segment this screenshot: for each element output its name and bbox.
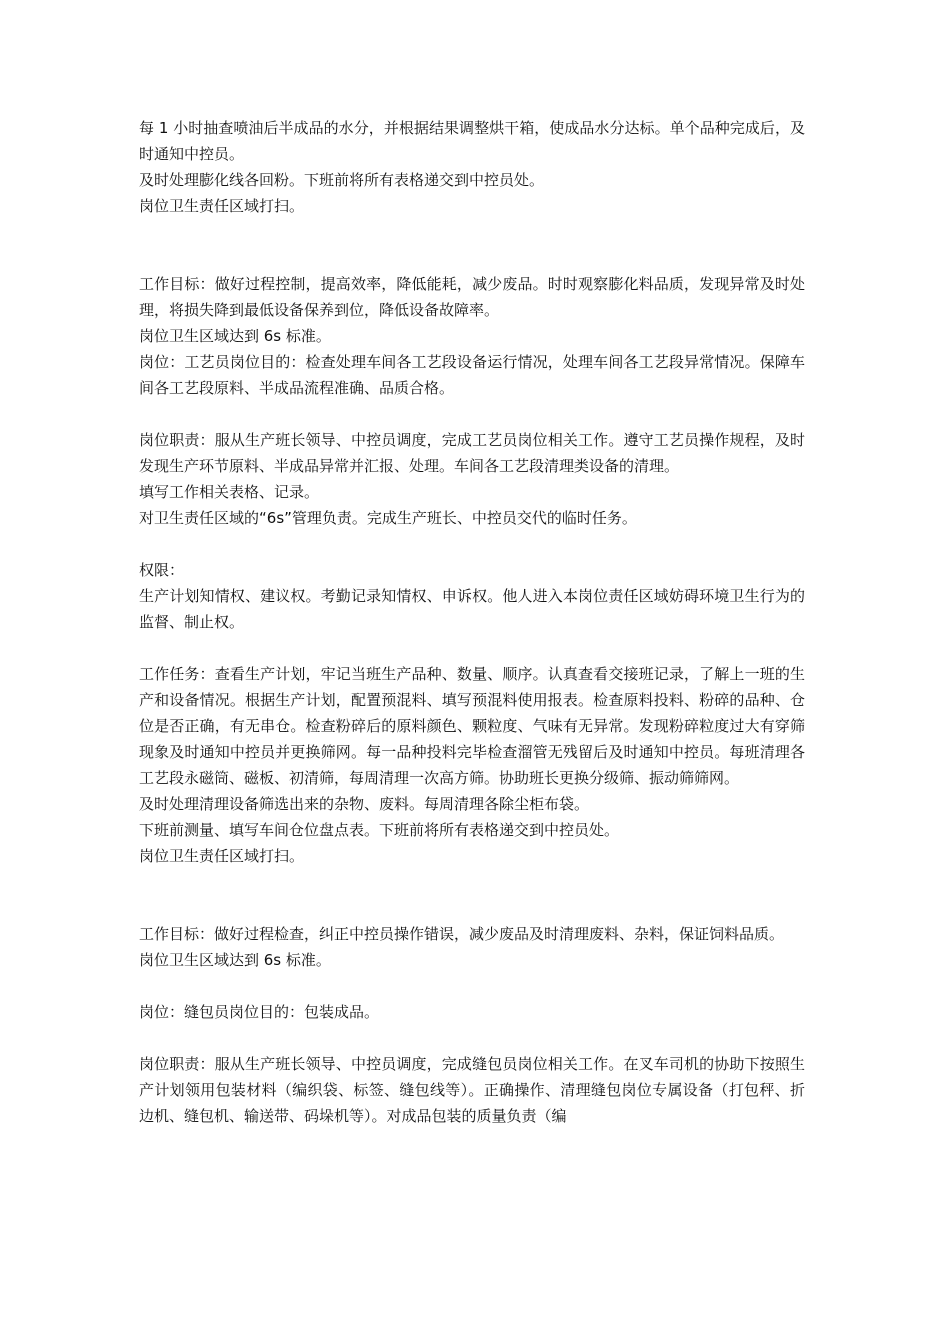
paragraph-cleaning-1: 岗位卫生责任区域打扫。 bbox=[139, 197, 305, 215]
spacer bbox=[139, 635, 805, 661]
paragraph-work-goal-1: 工作目标：做好过程控制，提高效率，降低能耗，减少废品。时时观察膨化料品质，发现异常及时处理，将损失降到最低设备保养到位，降低设备故障率。 bbox=[139, 275, 805, 319]
spacer bbox=[139, 401, 805, 427]
paragraph-authority-heading: 权限： bbox=[139, 561, 185, 579]
paragraph-return-powder: 及时处理膨化线各回粉。下班前将所有表格递交到中控员处。 bbox=[139, 171, 545, 189]
paragraph-work-goal-2: 工作目标：做好过程检查，纠正中控员操作错误，减少废品及时清理废料、杂料，保证饲料品质。 bbox=[139, 925, 785, 943]
paragraph-6s-responsibility: 对卫生责任区域的“6s”管理负责。完成生产班长、中控员交代的临时任务。 bbox=[139, 509, 637, 527]
paragraph-inventory: 下班前测量、填写车间仓位盘点表。下班前将所有表格递交到中控员处。 bbox=[139, 821, 620, 839]
paragraph-work-tasks: 工作任务：查看生产计划，牢记当班生产品种、数量、顺序。认真查看交接班记录，了解上一班的生产和设备情况。根据生产计划，配置预混料、填写预混料使用报表。检查原料投料、粉碎的品种、仓位是否正确，有无串仓。检查粉碎后的原料颜色、颗粒度、气味有无异常。发现粉碎粒度过大有穿筛现象及时通知中控员并更换筛网。每一品种投料完毕检查溜管无残留后及时通知中控员。每班清理各工艺段永磁筒、磁板、初清筛，每周清理一次高方筛。协助班长更换分级筛、振动筛筛网。 bbox=[139, 665, 805, 787]
paragraph-6s-standard-2: 岗位卫生区域达到 6s 标准。 bbox=[139, 951, 331, 969]
paragraph-debris-handling: 及时处理清理设备筛选出来的杂物、废料。每周清理各除尘柜布袋。 bbox=[139, 795, 590, 813]
paragraph-6s-standard-1: 岗位卫生区域达到 6s 标准。 bbox=[139, 327, 331, 345]
paragraph-bagger-duties: 岗位职责：服从生产班长领导、中控员调度，完成缝包员岗位相关工作。在叉车司机的协助下按照生产计划领用包装材料（编织袋、标签、缝包线等）。正确操作、清理缝包岗位专属设备（打包秤、折边机、缝包机、输送带、码垛机等）。对成品包装的质量负责（编 bbox=[139, 1055, 805, 1125]
paragraph-technician-duties: 岗位职责：服从生产班长领导、中控员调度，完成工艺员岗位相关工作。遵守工艺员操作规程，及时发现生产环节原料、半成品异常并汇报、处理。车间各工艺段清理类设备的清理。 bbox=[139, 431, 805, 475]
spacer bbox=[139, 973, 805, 999]
spacer bbox=[139, 531, 805, 557]
paragraph-cleaning-2: 岗位卫生责任区域打扫。 bbox=[139, 847, 305, 865]
spacer bbox=[139, 869, 805, 921]
spacer bbox=[139, 1025, 805, 1051]
paragraph-technician-position: 岗位：工艺员岗位目的：检查处理车间各工艺段设备运行情况，处理车间各工艺段异常情况。保障车间各工艺段原料、半成品流程准确、品质合格。 bbox=[139, 353, 805, 397]
paragraph-moisture-check: 每 1 小时抽查喷油后半成品的水分，并根据结果调整烘干箱，使成品水分达标。单个品种完成后，及时通知中控员。 bbox=[139, 119, 805, 163]
spacer bbox=[139, 219, 805, 271]
paragraph-fill-forms: 填写工作相关表格、记录。 bbox=[139, 483, 320, 501]
paragraph-authority: 生产计划知情权、建议权。考勤记录知情权、申诉权。他人进入本岗位责任区域妨碍环境卫生行为的监督、制止权。 bbox=[139, 587, 805, 631]
document-body bbox=[139, 115, 805, 1129]
paragraph-bagger-position: 岗位：缝包员岗位目的：包装成品。 bbox=[139, 1003, 380, 1021]
